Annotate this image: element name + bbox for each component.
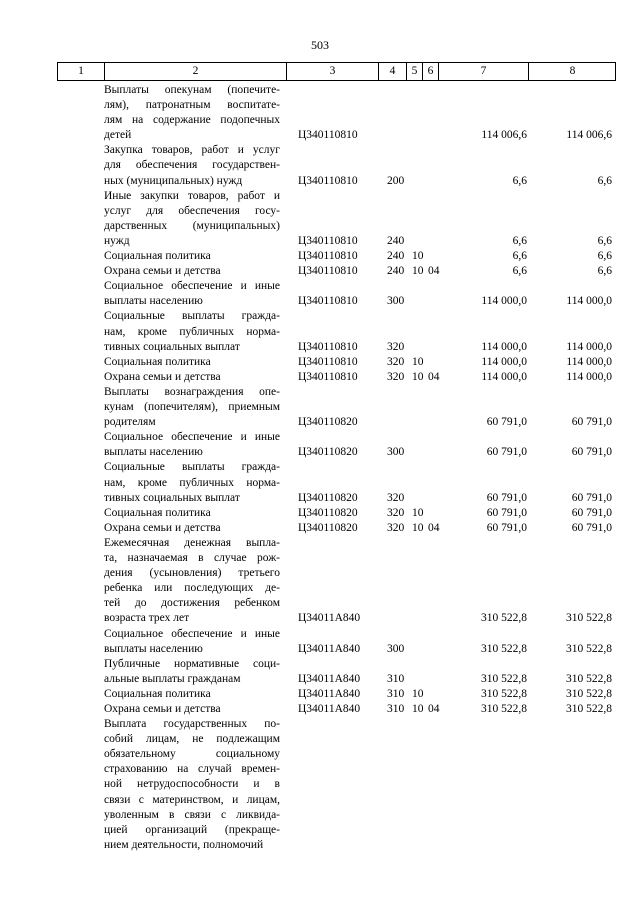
row-code: Ц34011А840 xyxy=(298,672,361,685)
table-row xyxy=(0,430,640,460)
row-value-col7: 6,6 xyxy=(512,250,527,263)
row-value-col8: 114 000,0 xyxy=(566,340,612,353)
row-name xyxy=(104,279,280,309)
row-value-col7: 6,6 xyxy=(512,234,527,247)
row-code: Ц340110810 xyxy=(298,250,358,263)
row-name-line: Выплаты вознаграждения опе- xyxy=(104,385,280,398)
row-code: Ц340110810 xyxy=(298,370,358,383)
row-name-line: Иные закупки товаров, работ и xyxy=(104,189,280,202)
row-subsection: 04 xyxy=(428,702,440,715)
row-expense-type: 320 xyxy=(387,370,405,383)
row-value-col8: 60 791,0 xyxy=(571,446,612,459)
row-value-col8: 310 522,8 xyxy=(566,672,612,685)
row-name-line: возраста трех лет xyxy=(104,612,190,625)
row-name-line: ной нетрудоспособности и в xyxy=(104,778,280,791)
row-name xyxy=(104,687,280,702)
row-value-col8: 114 000,0 xyxy=(566,295,612,308)
row-name-line: выплаты населению xyxy=(104,446,203,459)
row-name-line: страхованию на случай времен- xyxy=(104,763,280,776)
row-name-line: Социальная политика xyxy=(104,506,211,519)
row-name-line: Социальные выплаты гражда- xyxy=(104,310,280,323)
row-name-line: та, назначаемая в случае рож- xyxy=(104,552,280,564)
header-col-5: 5 xyxy=(406,63,422,80)
row-code: Ц340110820 xyxy=(298,416,358,429)
row-value-col7: 6,6 xyxy=(512,265,527,278)
table-row xyxy=(0,627,640,657)
row-name xyxy=(104,370,280,385)
row-name-line: Социальная политика xyxy=(104,687,211,700)
row-name-line: собий лицам, не подлежащим xyxy=(104,733,280,746)
row-value-col7: 310 522,8 xyxy=(481,687,527,700)
row-name-line: Социальное обеспечение и иные xyxy=(104,280,280,293)
row-name-line: уволенным в связи с ликвида- xyxy=(104,808,280,821)
row-name-line: тивных социальных выплат xyxy=(104,340,240,353)
row-name-line: Ежемесячная денежная выпла- xyxy=(104,536,280,549)
header-col-2: 2 xyxy=(104,63,286,80)
row-name-line: цией организаций (прекраще- xyxy=(104,823,280,836)
row-code: Ц34011А840 xyxy=(298,702,361,715)
row-name-line: лям), патронатным воспитате- xyxy=(104,99,280,112)
row-name-line: Публичные нормативные соци- xyxy=(104,657,280,670)
row-code: Ц34011А840 xyxy=(298,687,361,700)
row-subsection: 04 xyxy=(428,370,440,383)
row-name-line: услуг для обеспечения госу- xyxy=(104,204,280,217)
row-expense-type: 320 xyxy=(387,340,405,353)
row-code: Ц340110810 xyxy=(298,355,358,368)
row-section: 10 xyxy=(412,250,424,263)
row-name xyxy=(104,143,280,188)
row-expense-type: 200 xyxy=(387,174,405,187)
row-name xyxy=(104,460,280,505)
table-row xyxy=(0,355,640,370)
header-col-3: 3 xyxy=(286,63,378,80)
row-code: Ц340110820 xyxy=(298,506,358,519)
row-value-col7: 310 522,8 xyxy=(481,642,527,655)
row-name xyxy=(104,309,280,354)
row-code: Ц340110810 xyxy=(298,129,358,142)
header-col-1: 1 xyxy=(78,65,84,77)
row-name xyxy=(104,189,280,249)
row-name-line: Выплаты опекунам (попечите- xyxy=(104,84,280,96)
row-value-col8: 6,6 xyxy=(597,250,612,263)
table-row xyxy=(0,657,640,687)
page-number: 503 xyxy=(311,38,329,52)
row-name xyxy=(104,355,280,370)
row-name-line: Социальные выплаты гражда- xyxy=(104,461,280,474)
row-value-col8: 310 522,8 xyxy=(566,642,612,655)
row-name-line: ных (муниципальных) нужд xyxy=(104,174,243,187)
row-expense-type: 240 xyxy=(387,234,405,247)
row-value-col8: 6,6 xyxy=(597,234,612,247)
row-code: Ц340110810 xyxy=(298,234,358,247)
table-row xyxy=(0,249,640,264)
table-row xyxy=(0,279,640,309)
row-code: Ц340110820 xyxy=(298,446,358,459)
row-name xyxy=(104,521,280,536)
row-value-col7: 114 000,0 xyxy=(481,370,527,383)
row-name xyxy=(104,657,280,687)
row-expense-type: 320 xyxy=(387,491,405,504)
row-value-col7: 310 522,8 xyxy=(481,672,527,685)
row-name xyxy=(104,249,280,264)
row-expense-type: 320 xyxy=(387,506,405,519)
row-name xyxy=(104,536,280,627)
row-value-col8: 60 791,0 xyxy=(571,506,612,519)
row-value-col7: 114 006,6 xyxy=(481,129,527,142)
row-name-line: Социальная политика xyxy=(104,250,211,263)
row-code: Ц340110820 xyxy=(298,491,358,504)
row-name-line: Охрана семьи и детства xyxy=(104,370,221,383)
table-row xyxy=(0,536,640,627)
row-code: Ц340110810 xyxy=(298,295,358,308)
row-name-line: тей до достижения ребенком xyxy=(104,597,280,610)
row-value-col7: 60 791,0 xyxy=(486,491,527,504)
row-name-line: лям на содержание подопечных xyxy=(104,114,280,127)
table-row xyxy=(0,385,640,430)
row-value-col8: 310 522,8 xyxy=(566,702,612,715)
row-expense-type: 310 xyxy=(387,672,405,685)
header-col-8: 8 xyxy=(528,63,616,80)
row-value-col7: 114 000,0 xyxy=(481,340,527,353)
row-value-col7: 114 000,0 xyxy=(481,295,527,308)
row-section: 10 xyxy=(412,521,424,534)
table-body xyxy=(0,83,640,853)
row-name xyxy=(104,506,280,521)
row-name-line: Охрана семьи и детства xyxy=(104,702,221,715)
row-value-col8: 60 791,0 xyxy=(571,416,612,429)
row-name xyxy=(104,430,280,460)
row-value-col8: 114 006,6 xyxy=(566,129,612,142)
row-value-col8: 60 791,0 xyxy=(571,521,612,534)
row-expense-type: 320 xyxy=(387,521,405,534)
row-value-col8: 310 522,8 xyxy=(566,687,612,700)
row-value-col7: 310 522,8 xyxy=(481,612,527,625)
row-name xyxy=(104,627,280,657)
row-value-col7: 60 791,0 xyxy=(486,446,527,459)
row-expense-type: 310 xyxy=(387,687,405,700)
row-name-line: дения (усыновления) третьего xyxy=(104,567,280,580)
row-expense-type: 310 xyxy=(387,702,405,715)
row-name xyxy=(104,264,280,279)
row-section: 10 xyxy=(412,506,424,519)
row-name-line: дарственных (муниципальных) xyxy=(104,219,280,232)
row-name-line: обязательному социальному xyxy=(104,748,280,761)
row-name xyxy=(104,385,280,430)
row-expense-type: 300 xyxy=(387,295,405,308)
table-row xyxy=(0,521,640,536)
row-section: 10 xyxy=(412,702,424,715)
row-code: Ц340110810 xyxy=(298,265,358,278)
table-row xyxy=(0,460,640,505)
row-name-line: Охрана семьи и детства xyxy=(104,521,221,534)
table-row xyxy=(0,717,640,853)
row-code: Ц340110810 xyxy=(298,174,358,187)
row-expense-type: 300 xyxy=(387,642,405,655)
row-name-line: Закупка товаров, работ и услуг xyxy=(104,144,280,157)
row-name-line: для обеспечения государствен- xyxy=(104,159,280,172)
row-value-col7: 114 000,0 xyxy=(481,355,527,368)
row-section: 10 xyxy=(412,687,424,700)
row-section: 10 xyxy=(412,265,424,278)
row-name-line: альные выплаты гражданам xyxy=(104,672,241,685)
table-row xyxy=(0,702,640,717)
row-name-line: тивных социальных выплат xyxy=(104,491,240,504)
row-name-line: кунам (попечителям), приемным xyxy=(104,401,280,414)
row-code: Ц34011А840 xyxy=(298,612,361,625)
row-expense-type: 240 xyxy=(387,250,405,263)
row-name-line: Выплата государственных по- xyxy=(104,718,280,731)
table-row xyxy=(0,143,640,188)
row-name-line: выплаты населению xyxy=(104,642,203,655)
table-row xyxy=(0,506,640,521)
table-row xyxy=(0,264,640,279)
row-value-col7: 60 791,0 xyxy=(486,416,527,429)
row-value-col7: 310 522,8 xyxy=(481,702,527,715)
row-code: Ц34011А840 xyxy=(298,642,361,655)
row-name-line: Социальное обеспечение и иные xyxy=(104,627,280,640)
row-expense-type: 320 xyxy=(387,355,405,368)
row-name-line: нам, кроме публичных норма- xyxy=(104,476,280,489)
row-value-col8: 6,6 xyxy=(597,265,612,278)
row-code: Ц340110810 xyxy=(298,340,358,353)
header-col-6: 6 xyxy=(422,63,438,80)
row-name-line: Социальное обеспечение и иные xyxy=(104,431,280,444)
row-value-col8: 60 791,0 xyxy=(571,491,612,504)
row-name-line: связи с материнством, и лицам, xyxy=(104,793,280,806)
header-col-4: 4 xyxy=(378,63,406,80)
row-name-line: детей xyxy=(104,129,132,142)
row-name-line: выплаты населению xyxy=(104,295,203,308)
row-value-col7: 6,6 xyxy=(512,174,527,187)
header-col-7: 7 xyxy=(438,63,528,80)
row-name-line: родителям xyxy=(104,416,156,429)
table-row xyxy=(0,309,640,354)
table-row xyxy=(0,83,640,143)
row-name-line: нием деятельности, полномочий xyxy=(104,838,264,851)
row-value-col8: 114 000,0 xyxy=(566,355,612,368)
row-name-line: нужд xyxy=(104,234,130,247)
row-name-line: Социальная политика xyxy=(104,355,211,368)
table-row xyxy=(0,370,640,385)
row-section: 10 xyxy=(412,370,424,383)
row-expense-type: 300 xyxy=(387,446,405,459)
row-name xyxy=(104,717,280,853)
row-name xyxy=(104,702,280,717)
table-row xyxy=(0,687,640,702)
row-subsection: 04 xyxy=(428,265,440,278)
row-name-line: ребенка или последующих де- xyxy=(104,582,280,595)
row-expense-type: 240 xyxy=(387,265,405,278)
row-section: 10 xyxy=(412,355,424,368)
row-value-col8: 6,6 xyxy=(597,174,612,187)
row-name-line: нам, кроме публичных норма- xyxy=(104,325,280,338)
row-subsection: 04 xyxy=(428,521,440,534)
row-value-col7: 60 791,0 xyxy=(486,521,527,534)
row-value-col8: 114 000,0 xyxy=(566,370,612,383)
row-value-col8: 310 522,8 xyxy=(566,612,612,625)
row-value-col7: 60 791,0 xyxy=(486,506,527,519)
table-header xyxy=(57,62,616,81)
row-name-line: Охрана семьи и детства xyxy=(104,265,221,278)
row-code: Ц340110820 xyxy=(298,521,358,534)
row-name xyxy=(104,83,280,143)
table-row xyxy=(0,189,640,249)
